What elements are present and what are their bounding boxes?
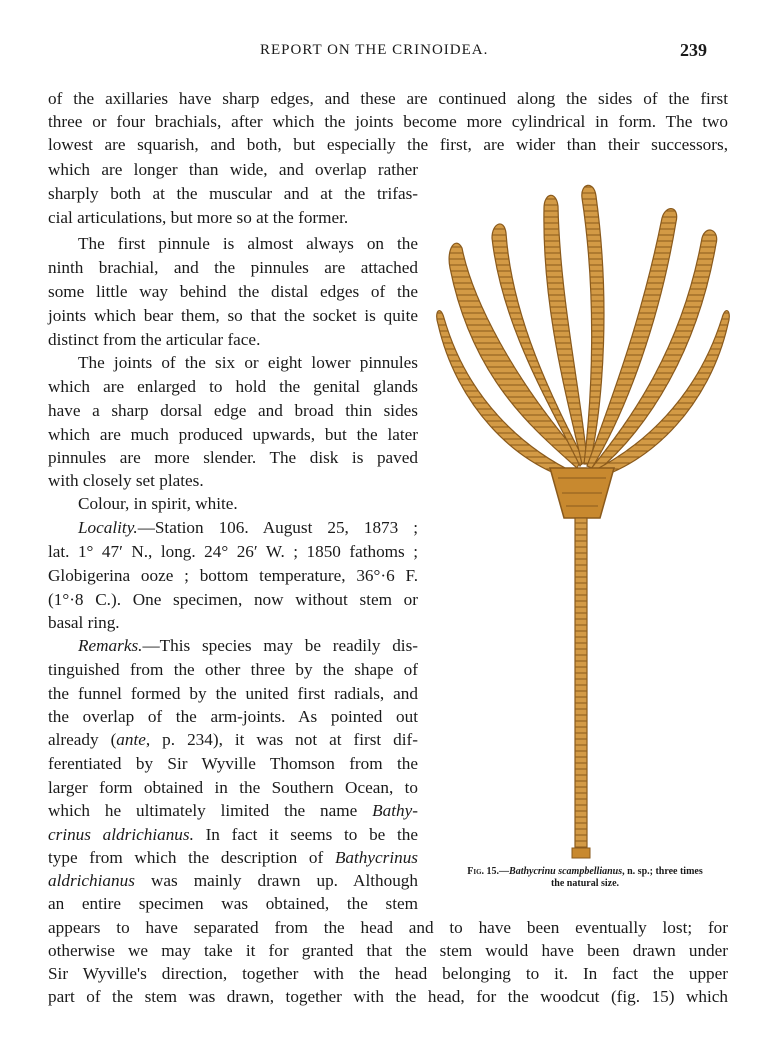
crinoid-illustration (432, 178, 732, 868)
text-line: ninth brachial, and the pinnules are attached (48, 258, 418, 277)
text-line: The joints of the six or eight lower pinnules (78, 353, 418, 372)
text-line: pinnules are more slender. The disk is paved (48, 448, 418, 467)
text-line: some little way behind the distal edges of the (48, 282, 418, 301)
text-line: of the axillaries have sharp edges, and these are continued along the sides of the first (48, 89, 728, 108)
figure-caption: Fig. 15.—Bathycrinu scampbellianus, n. sp.; three times the natural size. (467, 866, 703, 889)
crinoid-stem (572, 518, 590, 858)
crinoid-calyx (550, 468, 614, 518)
text-line: ferentiated by Sir Wyville Thomson from the (48, 754, 418, 773)
text-line: part of the stem was drawn, together with the head, for the woodcut (fig. 15) which (48, 987, 728, 1006)
text-line: which he ultimately limited the name Bathy- (48, 801, 418, 820)
text-line: already (ante, p. 234), it was not at first dif- (48, 730, 419, 749)
text-line: Globigerina ooze ; bottom temperature, 36°·6 F. (48, 566, 418, 585)
text-line: (1°·8 C.). One specimen, now without stem or (48, 590, 418, 609)
remarks-label: Remarks. (78, 636, 143, 655)
text-line: crinus aldrichianus. In fact it seems to be the (48, 825, 418, 844)
text-line: the overlap of the arm-joints. As pointed out (48, 707, 418, 726)
caption-species: Bathycrinu scampbellianus (509, 866, 623, 877)
locality-line: Locality.—Station 106. August 25, 1873 ; (78, 518, 418, 537)
text-line: distinct from the articular face. (48, 330, 261, 349)
text-line: joints which bear them, so that the socket is quite (48, 306, 418, 325)
caption-label: Fig. 15. (467, 866, 500, 877)
text-line: which are longer than wide, and overlap rather (48, 160, 418, 179)
running-head: REPORT ON THE CRINOIDEA. (260, 42, 489, 58)
text-line: basal ring. (48, 613, 120, 632)
text-line: an entire specimen was obtained, the stem (48, 894, 418, 913)
text-line: appears to have separated from the head and to have been eventually lost; for (48, 918, 728, 937)
text-line: lowest are squarish, and both, but especially the first, are wider than their successors, (48, 135, 728, 154)
remarks-line: Remarks.—This species may be readily dis- (78, 636, 418, 655)
locality-label: Locality. (78, 518, 138, 537)
text-line: have a sharp dorsal edge and broad thin sides (48, 401, 418, 420)
text-line: lat. 1° 47′ N., long. 24° 26′ W. ; 1850 fathoms ; (48, 542, 418, 561)
text-line: aldrichianus was mainly drawn up. Although (48, 871, 418, 890)
text-line: Sir Wyville's direction, together with the head belonging to it. In fact the upper (48, 964, 728, 983)
page-number: 239 (680, 40, 707, 60)
text-line: otherwise we may take it for granted that the stem would have been drawn under (48, 941, 728, 960)
text-line: which are much produced upwards, but the later (48, 425, 418, 444)
text-line: cial articulations, but more so at the former. (48, 208, 349, 227)
text-line: type from which the description of Bathycrinus (48, 848, 418, 867)
crinoid-arms (437, 185, 730, 480)
text-line: which are enlarged to hold the genital glands (48, 377, 418, 396)
caption-line2: the natural size. (550, 878, 620, 889)
text-line: The first pinnule is almost always on the (78, 234, 418, 253)
text-line: the funnel formed by the united first radials, and (48, 684, 418, 703)
text-line: Colour, in spirit, white. (78, 494, 238, 513)
text-line: three or four brachials, after which the joints become more cylindrical in form. The two (48, 112, 728, 131)
text-line: larger form obtained in the Southern Ocean, to (48, 778, 418, 797)
text-line: tinguished from the other three by the shape of (48, 660, 418, 679)
text-line: sharply both at the muscular and at the trifas- (48, 184, 418, 203)
text-line: with closely set plates. (48, 471, 204, 490)
